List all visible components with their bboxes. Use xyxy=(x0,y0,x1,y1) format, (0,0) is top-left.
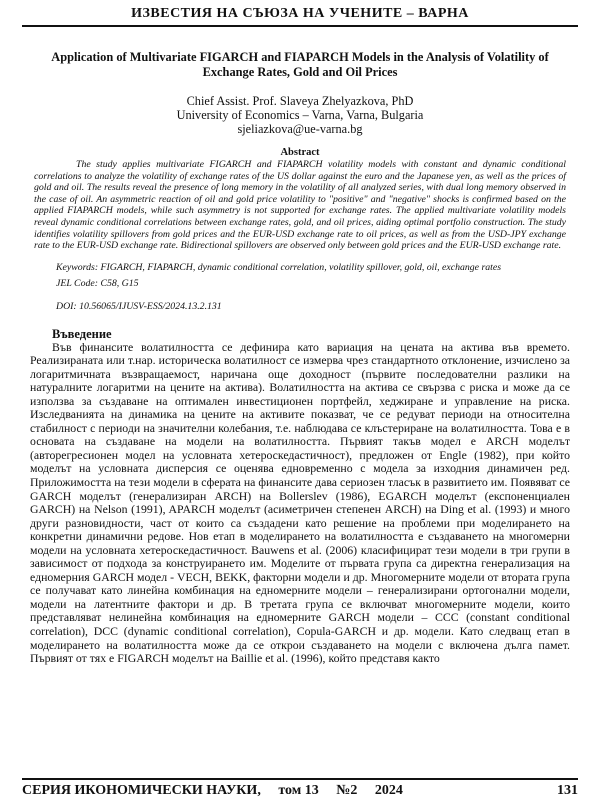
page-number: 131 xyxy=(557,783,578,798)
introduction-paragraph: Във финансите волатилността се дефинира като вариация на цената на актива във времето. Реализираната или т.нар. историческа волатилност се измерва чрез стандартното отклонение, изчислено за логаритмичната възвращаемост, наричана още доходност (първите последователни разлики на натуралните логаритми на цените на актива). Волатилността на актива се свързва с риска и може да се използва за създаване на оптимален инвестиционен портфейл, хеджиране и управление на риска. Изследванията на динамика на цените на активите показват, че се редуват периоди на относителна стабилност с периоди на значителни колебания, т.е. наблюдава се клъстериране на волатилността. Това е в основата на създаване на модели на волатилността. Първият такъв модел е ARCH моделът (авторегресионен модел на условната хетероскедастичност), предложен от Engle (1982), при който моделът на условната дисперсия се оценява едновременно с модела за изходния динамичен ред. Приложимостта на тези модели в сферата на финансите дава сериозен тласък в развитието им. Появяват се GARCH моделът (генерализиран ARCH) на Bollerslev (1986), EGARCH моделът (експоненциален GARCH) на Nelson (1991), APARCH моделът (асиметричен степенен ARCH) на Ding et al. (1993) и много други разновидности, част от които са създадени като решение на проблеми при моделирането на конкретни динамични редове. Нов етап в моделирането на волатилността е създаването на многомерни модели на условната хетероскедастичност. Bauwens et al. (2006) класифицират тези модели в три групи в зависимост от подхода за конструирането им. Моделите от първата група са директна генерализация на едномерния GARCH модел - VECH, BEKK, факторни модели и др. Многомерните модели от втората група се получават като линейна комбинация на едномерните модели – генерализирани ортогонални модели, модели на латентните фактори и др. В третата група се включват многомерните модели, които представляват нелинейна комбинация на едномерните GARCH модели – CCC (constant conditional correlation), DCC (dynamic conditional correlation), Copula-GARCH и др. модели. Като следващ етап в моделирането на волатилността може да се открои създаването на модели с включена дълга памет. Първият от тях е FIGARCH моделът на Baillie et al. (1996), който представя както xyxy=(30,339,570,666)
author-email: sjeliazkova@ue-varna.bg xyxy=(237,122,363,136)
footer-series-info xyxy=(22,783,417,799)
section-heading-introduction: Въведение xyxy=(52,326,112,341)
doi: DOI: 10.56065/IJUSV-ESS/2024.13.2.131 xyxy=(56,300,222,312)
article-title: Application of Multivariate FIGARCH and FIAPARCH Models in the Analysis of Volatility of Exchange Rates, Gold and Oil Prices xyxy=(51,50,549,79)
author-name: Chief Assist. Prof. Slaveya Zhelyazkova, PhD xyxy=(186,94,414,108)
abstract-text: The study applies multivariate FIGARCH and FIAPARCH volatility models with constant and dynamic conditional correlations to analyze the volatility of exchange rates of the US dollar against the euro and the Japanese yen, as well as the prices of gold and oil. The results reveal the presence of long memory in the volatility of all analyzed series, with dual long memory observed in the case of oil. An asymmetric reaction of oil and gold price volatility to "positive" and "negative" shocks is confirmed based on the applied FIAPARCH models, while such asymmetry is not supported for exchange rates. The applied multivariate volatility models reveal dynamic conditional correlations between exchange rates, gold, and oil prices, aiding optimal portfolio construction. The study identifies volatility spillovers from gold prices and the EUR-USD exchange rate to oil prices, as well as from the USD-JPY exchange rate to the EUR-USD exchange rate. Bidirectional spillovers are observed only between gold prices and the EUR-USD exchange rate. xyxy=(34,159,566,252)
journal-name: ИЗВЕСТИЯ НА СЪЮЗА НА УЧЕНИТЕ – ВАРНА xyxy=(131,6,469,21)
author-affiliation: University of Economics – Varna, Varna, Bulgaria xyxy=(176,108,424,122)
abstract-heading: Abstract xyxy=(280,147,320,158)
jel-code: JEL Code: C58, G15 xyxy=(56,278,139,290)
article-metadata xyxy=(34,262,566,313)
article-content xyxy=(30,40,570,666)
footer-year: 2024 xyxy=(374,783,403,798)
journal-footer xyxy=(22,778,578,799)
footer-volume: том 13 xyxy=(278,783,319,798)
author-block xyxy=(30,94,570,136)
keywords: Keywords: FIGARCH, FIAPARCH, dynamic conditional correlation, volatility spillover, gold, oil, exchange rates xyxy=(56,261,502,273)
footer-issue: №2 xyxy=(336,783,358,798)
journal-header xyxy=(22,6,578,27)
footer-series: СЕРИЯ ИКОНОМИЧЕСКИ НАУКИ, xyxy=(22,783,261,798)
